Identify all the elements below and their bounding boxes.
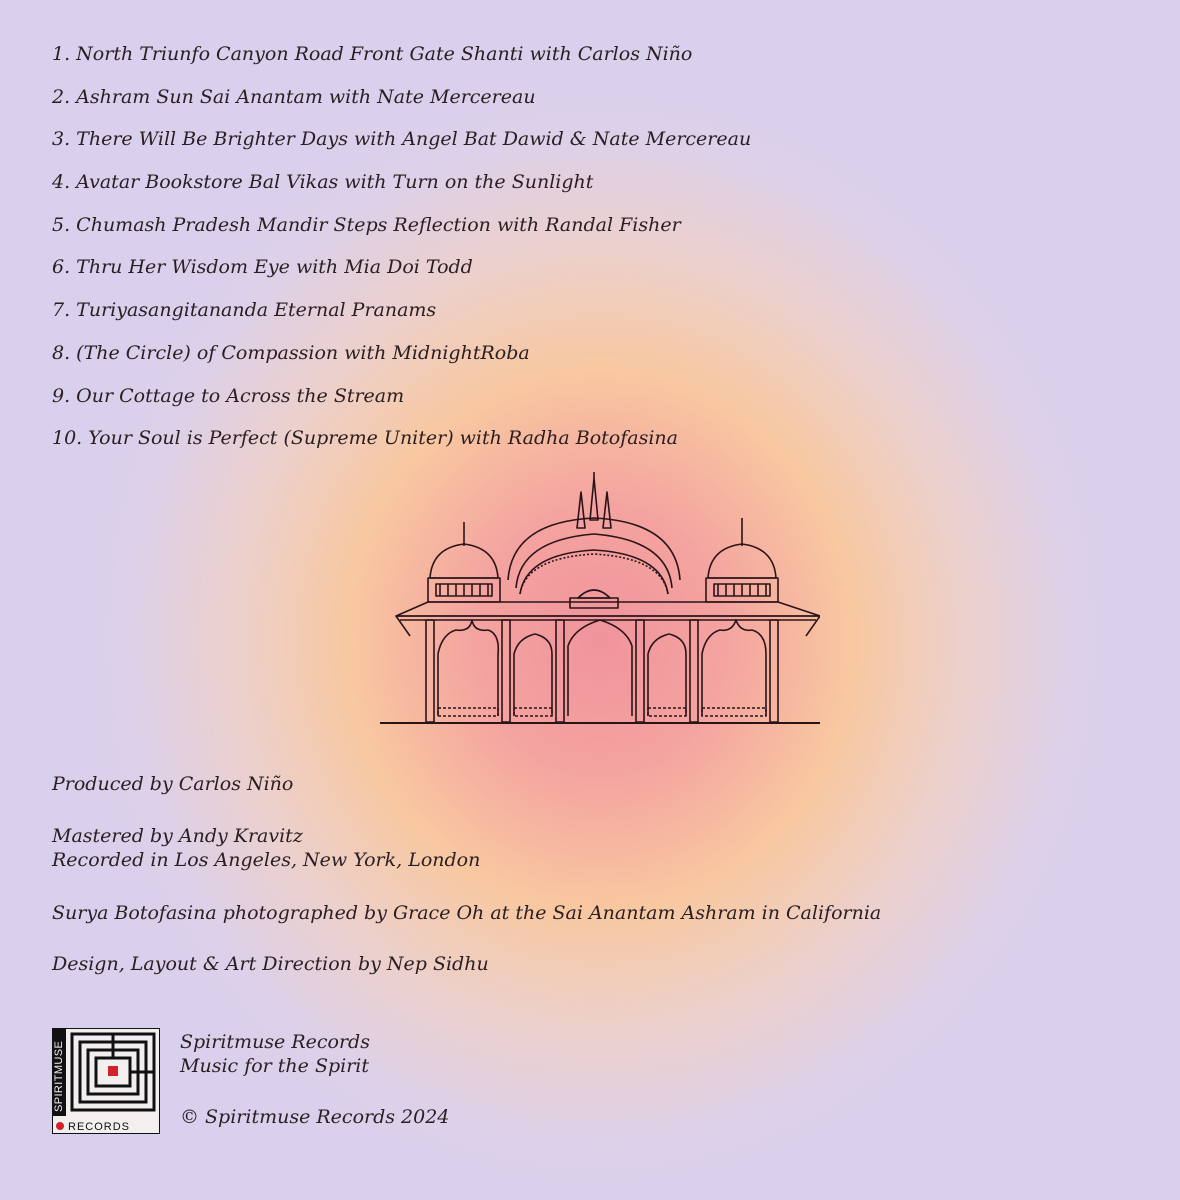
temple-pavilion-illustration: [380, 470, 820, 730]
label-name: Spiritmuse Records: [180, 1031, 370, 1053]
arches: [438, 620, 766, 716]
photo-credit: Surya Botofasina photographed by Grace Oh at the Sai Anantam Ashram in California: [52, 902, 882, 924]
produced-credit: Produced by Carlos Niño: [52, 773, 294, 795]
copyright-notice: © Spiritmuse Records 2024: [180, 1106, 450, 1128]
logo-bottom-text: RECORDS: [68, 1121, 131, 1133]
label-info: [180, 1030, 370, 1078]
track-item: 9. Our Cottage to Across the Stream: [52, 384, 405, 407]
track-item: 2. Ashram Sun Sai Anantam with Nate Mercereau: [52, 85, 536, 108]
track-item: 5. Chumash Pradesh Mandir Steps Reflection with Randal Fisher: [52, 213, 681, 236]
label-tagline: Music for the Spirit: [180, 1055, 369, 1077]
track-item: 6. Thru Her Wisdom Eye with Mia Doi Todd: [52, 256, 473, 279]
track-item: 8. (The Circle) of Compassion with MidnightRoba: [52, 341, 530, 364]
tracklist: [52, 40, 751, 467]
track-item: 3. There Will Be Brighter Days with Angel Bat Dawid & Nate Mercereau: [52, 128, 752, 151]
right-dome: [706, 518, 778, 602]
central-dome: [508, 518, 680, 608]
track-item: 10. Your Soul is Perfect (Supreme Uniter) with Radha Botofasina: [52, 427, 678, 450]
track-item: 4. Avatar Bookstore Bal Vikas with Turn on the Sunlight: [52, 171, 594, 194]
recorded-credit: Recorded in Los Angeles, New York, London: [52, 849, 481, 871]
design-credit: Design, Layout & Art Direction by Nep Sidhu: [52, 953, 489, 975]
left-dome: [428, 522, 500, 602]
spiritmuse-logo: [52, 1028, 160, 1134]
logo-vertical-text: SPIRITMUSE: [53, 1040, 65, 1112]
mastered-credit: Mastered by Andy Kravitz: [52, 825, 303, 847]
arcade-columns: [426, 620, 778, 722]
track-item: 7. Turiyasangitananda Eternal Pranams: [52, 299, 437, 322]
track-item: 1. North Triunfo Canyon Road Front Gate Shanti with Carlos Niño: [52, 43, 693, 65]
base-railing: [380, 708, 820, 723]
